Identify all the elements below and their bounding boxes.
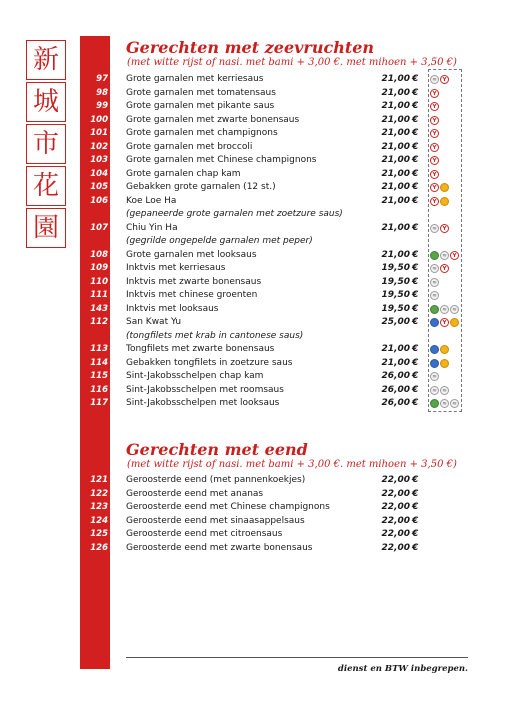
allergen-shellfish-icon: ≈ (430, 278, 439, 287)
allergen-icons (430, 143, 439, 153)
allergen-icons (430, 305, 459, 315)
dish-name: Grote garnalen met kerriesaus (126, 74, 264, 84)
dish-name: Grote garnalen met champignons (126, 128, 278, 138)
allergen-icons (430, 224, 449, 234)
currency-symbol: € (412, 357, 419, 368)
dish-price: 26,00 (381, 371, 410, 381)
menu-item-row (0, 222, 505, 236)
dish-number: 98 (96, 87, 108, 98)
section-subtitle: (met witte rijst of nasi. met bami + 3,00 €. met mihoen + 3,50 €) (127, 57, 457, 68)
menu-item-row (0, 181, 505, 195)
allergen-icons (430, 372, 439, 382)
dish-number: 125 (90, 529, 108, 539)
currency-symbol: € (412, 222, 419, 233)
currency-symbol: € (412, 263, 419, 273)
menu-item-row (0, 114, 505, 128)
menu-item-row (0, 303, 505, 317)
dish-price: 21,00 (381, 344, 410, 354)
menu-item-row (0, 168, 505, 182)
currency-symbol: € (412, 488, 419, 499)
currency-symbol: € (412, 114, 419, 125)
allergen-egg-icon (440, 183, 449, 192)
dish-name: Grote garnalen chap kam (126, 168, 241, 179)
currency-symbol: € (412, 87, 419, 98)
dish-price: 21,00 (381, 128, 410, 138)
dish-name: Grote garnalen met looksaus (126, 249, 257, 260)
dish-name: Inktvis met chinese groenten (126, 290, 258, 300)
dish-number: 115 (90, 371, 108, 381)
dish-number: 114 (90, 357, 108, 368)
menu-item-row (0, 141, 505, 155)
dish-price: 22,00 (381, 475, 410, 485)
allergen-icons (430, 345, 449, 355)
allergen-icons (430, 197, 449, 207)
allergen-y-icon: Y (440, 224, 449, 233)
dish-price: 25,00 (381, 317, 410, 327)
dish-price: 19,50 (381, 290, 410, 300)
dish-number: 108 (90, 249, 108, 260)
allergen-icons (430, 116, 439, 126)
menu-item-row (0, 370, 505, 384)
allergen-icons (430, 75, 449, 85)
menu-item-row (0, 501, 505, 515)
allergen-egg-icon (440, 359, 449, 368)
currency-symbol: € (412, 141, 419, 152)
dish-price: 21,00 (381, 101, 410, 111)
dish-price: 22,00 (381, 515, 410, 526)
allergen-icons (430, 291, 439, 301)
allergen-shellfish-icon: ≈ (430, 75, 439, 84)
allergen-y-icon: Y (440, 318, 449, 327)
menu-item-row (0, 195, 505, 209)
dish-price: 19,50 (381, 303, 410, 314)
currency-symbol: € (412, 344, 419, 354)
dish-name: San Kwat Yu (126, 317, 182, 327)
dish-number: 112 (90, 317, 108, 327)
currency-symbol: € (412, 384, 419, 395)
dish-price: 21,00 (381, 114, 410, 125)
allergen-egg-icon (450, 318, 459, 327)
dish-name: Inktvis met kerriesaus (126, 263, 226, 273)
dish-note-row (0, 235, 505, 249)
menu-item-row (0, 100, 505, 114)
dish-number: 102 (90, 141, 108, 152)
currency-symbol: € (412, 542, 419, 553)
allergen-shellfish-icon: ≈ (440, 305, 449, 314)
menu-item-row (0, 488, 505, 502)
menu-item-row (0, 73, 505, 87)
dish-name: Sint-Jakobsschelpen met looksaus (126, 398, 280, 408)
dish-price: 22,00 (381, 488, 410, 499)
allergen-icons (430, 264, 449, 274)
menu-item-row (0, 262, 505, 276)
dish-price: 21,00 (381, 74, 410, 84)
dish-number: 104 (90, 168, 108, 179)
currency-symbol: € (412, 515, 419, 526)
allergen-shellfish-icon: ≈ (430, 224, 439, 233)
menu-item-row (0, 528, 505, 542)
dish-price: 22,00 (381, 542, 410, 553)
allergen-shellfish-icon: ≈ (450, 399, 459, 408)
logo-character-box: 花 (26, 166, 66, 206)
dish-name: Geroosterde eend met Chinese champignons (126, 502, 330, 512)
allergen-fish-icon (430, 345, 439, 354)
dish-number: 110 (90, 276, 108, 287)
allergen-fish-icon (430, 318, 439, 327)
dish-price: 21,00 (381, 182, 410, 192)
allergen-icons (430, 318, 459, 328)
allergen-shellfish-icon: ≈ (450, 305, 459, 314)
allergen-icons (430, 251, 459, 261)
dish-price: 21,00 (381, 168, 410, 179)
currency-symbol: € (412, 290, 419, 300)
currency-symbol: € (412, 182, 419, 192)
allergen-shellfish-icon: ≈ (440, 251, 449, 260)
dish-number: 122 (90, 488, 108, 499)
dish-number: 113 (90, 344, 108, 354)
allergen-garlic-icon (430, 399, 439, 408)
menu-item-row (0, 357, 505, 371)
section-subtitle: (met witte rijst of nasi. met bami + 3,00 €. met mihoen + 3,50 €) (127, 459, 457, 470)
currency-symbol: € (412, 303, 419, 314)
dish-price: 22,00 (381, 529, 410, 539)
allergen-shellfish-icon: ≈ (440, 386, 449, 395)
allergen-y-icon: Y (440, 264, 449, 273)
dish-number: 97 (96, 74, 108, 84)
menu-item-row (0, 154, 505, 168)
menu-item-row (0, 343, 505, 357)
allergen-icons (430, 102, 439, 112)
dish-number: 99 (96, 101, 108, 111)
dish-description: (tongfilets met krab in cantonese saus) (126, 330, 304, 341)
allergen-egg-icon (440, 345, 449, 354)
dish-price: 21,00 (381, 222, 410, 233)
allergen-icons (430, 183, 449, 193)
menu-item-row (0, 515, 505, 529)
dish-price: 19,50 (381, 263, 410, 273)
dish-number: 109 (90, 263, 108, 273)
allergen-y-icon: Y (430, 197, 439, 206)
menu-item-row (0, 384, 505, 398)
menu-item-row (0, 542, 505, 556)
dish-name: Gebakken tongfilets in zoetzure saus (126, 357, 293, 368)
footer-divider (126, 657, 468, 658)
logo-character-box: 市 (26, 124, 66, 164)
dish-price: 19,50 (381, 276, 410, 287)
currency-symbol: € (412, 529, 419, 539)
menu-item-row (0, 276, 505, 290)
allergen-y-icon: Y (430, 89, 439, 98)
dish-price: 21,00 (381, 195, 410, 206)
dish-price: 21,00 (381, 249, 410, 260)
currency-symbol: € (412, 276, 419, 287)
allergen-icons (430, 170, 439, 180)
dish-name: Koe Loe Ha (126, 195, 177, 206)
dish-description: (gepaneerde grote garnalen met zoetzure saus) (126, 209, 343, 219)
currency-symbol: € (412, 168, 419, 179)
allergen-y-icon: Y (430, 143, 439, 152)
allergen-icons (430, 156, 439, 166)
dish-number: 111 (90, 290, 108, 300)
currency-symbol: € (412, 101, 419, 111)
dish-name: Grote garnalen met zwarte bonensaus (126, 114, 300, 125)
allergen-y-icon: Y (430, 129, 439, 138)
allergen-icons (430, 129, 439, 139)
dish-price: 26,00 (381, 384, 410, 395)
dish-number: 101 (90, 128, 108, 138)
dish-description: (gegrilde ongepelde garnalen met peper) (126, 236, 313, 246)
allergen-shellfish-icon: ≈ (430, 291, 439, 300)
dish-price: 26,00 (381, 398, 410, 408)
allergen-y-icon: Y (450, 251, 459, 260)
dish-name: Chiu Yin Ha (126, 222, 178, 233)
dish-name: Geroosterde eend met citroensaus (126, 529, 283, 539)
allergen-shellfish-icon: ≈ (430, 264, 439, 273)
dish-name: Geroosterde eend met ananas (126, 488, 264, 499)
menu-item-row (0, 249, 505, 263)
allergen-y-icon: Y (440, 75, 449, 84)
currency-symbol: € (412, 155, 419, 165)
dish-name: Inktvis met zwarte bonensaus (126, 276, 262, 287)
allergen-icons (430, 399, 459, 409)
dish-name: Geroosterde eend met zwarte bonensaus (126, 542, 313, 553)
dish-number: 124 (90, 515, 108, 526)
allergen-garlic-icon (430, 251, 439, 260)
dish-number: 100 (90, 114, 108, 125)
dish-name: Inktvis met looksaus (126, 303, 219, 314)
dish-price: 21,00 (381, 141, 410, 152)
currency-symbol: € (412, 475, 419, 485)
currency-symbol: € (412, 317, 419, 327)
dish-name: Sint-Jakobsschelpen met roomsaus (126, 384, 284, 395)
logo-character-box: 新 (26, 40, 66, 80)
allergen-y-icon: Y (430, 102, 439, 111)
dish-note-row (0, 330, 505, 344)
dish-number: 143 (90, 303, 108, 314)
dish-name: Grote garnalen met broccoli (126, 141, 253, 152)
allergen-garlic-icon (430, 305, 439, 314)
dish-name: Geroosterde eend met sinaasappelsaus (126, 515, 305, 526)
footer-note: dienst en BTW inbegrepen. (337, 664, 468, 674)
dish-number: 126 (90, 542, 108, 553)
dish-number: 123 (90, 502, 108, 512)
dish-number: 121 (90, 475, 108, 485)
currency-symbol: € (412, 74, 419, 84)
menu-item-row (0, 316, 505, 330)
dish-name: Geroosterde eend (met pannenkoekjes) (126, 475, 306, 485)
allergen-icons (430, 359, 449, 369)
dish-name: Grote garnalen met tomatensaus (126, 87, 276, 98)
dish-number: 105 (90, 182, 108, 192)
currency-symbol: € (412, 502, 419, 512)
dish-number: 117 (90, 398, 108, 408)
dish-name: Tongfilets met zwarte bonensaus (126, 344, 275, 354)
menu-item-row (0, 289, 505, 303)
logo-character-box: 園 (26, 208, 66, 248)
menu-item-row (0, 474, 505, 488)
dish-name: Grote garnalen met Chinese champignons (126, 155, 317, 165)
dish-price: 21,00 (381, 87, 410, 98)
allergen-shellfish-icon: ≈ (440, 399, 449, 408)
dish-number: 103 (90, 155, 108, 165)
allergen-y-icon: Y (430, 170, 439, 179)
dish-number: 107 (90, 222, 108, 233)
dish-price: 22,00 (381, 502, 410, 512)
dish-number: 116 (90, 384, 108, 395)
allergen-y-icon: Y (430, 183, 439, 192)
allergen-egg-icon (440, 197, 449, 206)
allergen-shellfish-icon: ≈ (430, 386, 439, 395)
currency-symbol: € (412, 398, 419, 408)
section-title: Gerechten met eend (126, 440, 308, 459)
allergen-icons (430, 89, 439, 99)
allergen-fish-icon (430, 359, 439, 368)
dish-price: 21,00 (381, 155, 410, 165)
allergen-icons (430, 386, 449, 396)
allergen-y-icon: Y (430, 156, 439, 165)
logo-character-box: 城 (26, 82, 66, 122)
currency-symbol: € (412, 249, 419, 260)
currency-symbol: € (412, 195, 419, 206)
dish-number: 106 (90, 195, 108, 206)
dish-name: Gebakken grote garnalen (12 st.) (126, 182, 276, 192)
currency-symbol: € (412, 371, 419, 381)
dish-name: Sint-Jakobsschelpen chap kam (126, 371, 264, 381)
menu-item-row (0, 87, 505, 101)
menu-item-row (0, 127, 505, 141)
dish-name: Grote garnalen met pikante saus (126, 101, 275, 111)
currency-symbol: € (412, 128, 419, 138)
dish-price: 21,00 (381, 357, 410, 368)
allergen-icons (430, 278, 439, 288)
allergen-shellfish-icon: ≈ (430, 372, 439, 381)
menu-item-row (0, 397, 505, 411)
section-title: Gerechten met zeevruchten (126, 38, 375, 57)
dish-note-row (0, 208, 505, 222)
allergen-y-icon: Y (430, 116, 439, 125)
